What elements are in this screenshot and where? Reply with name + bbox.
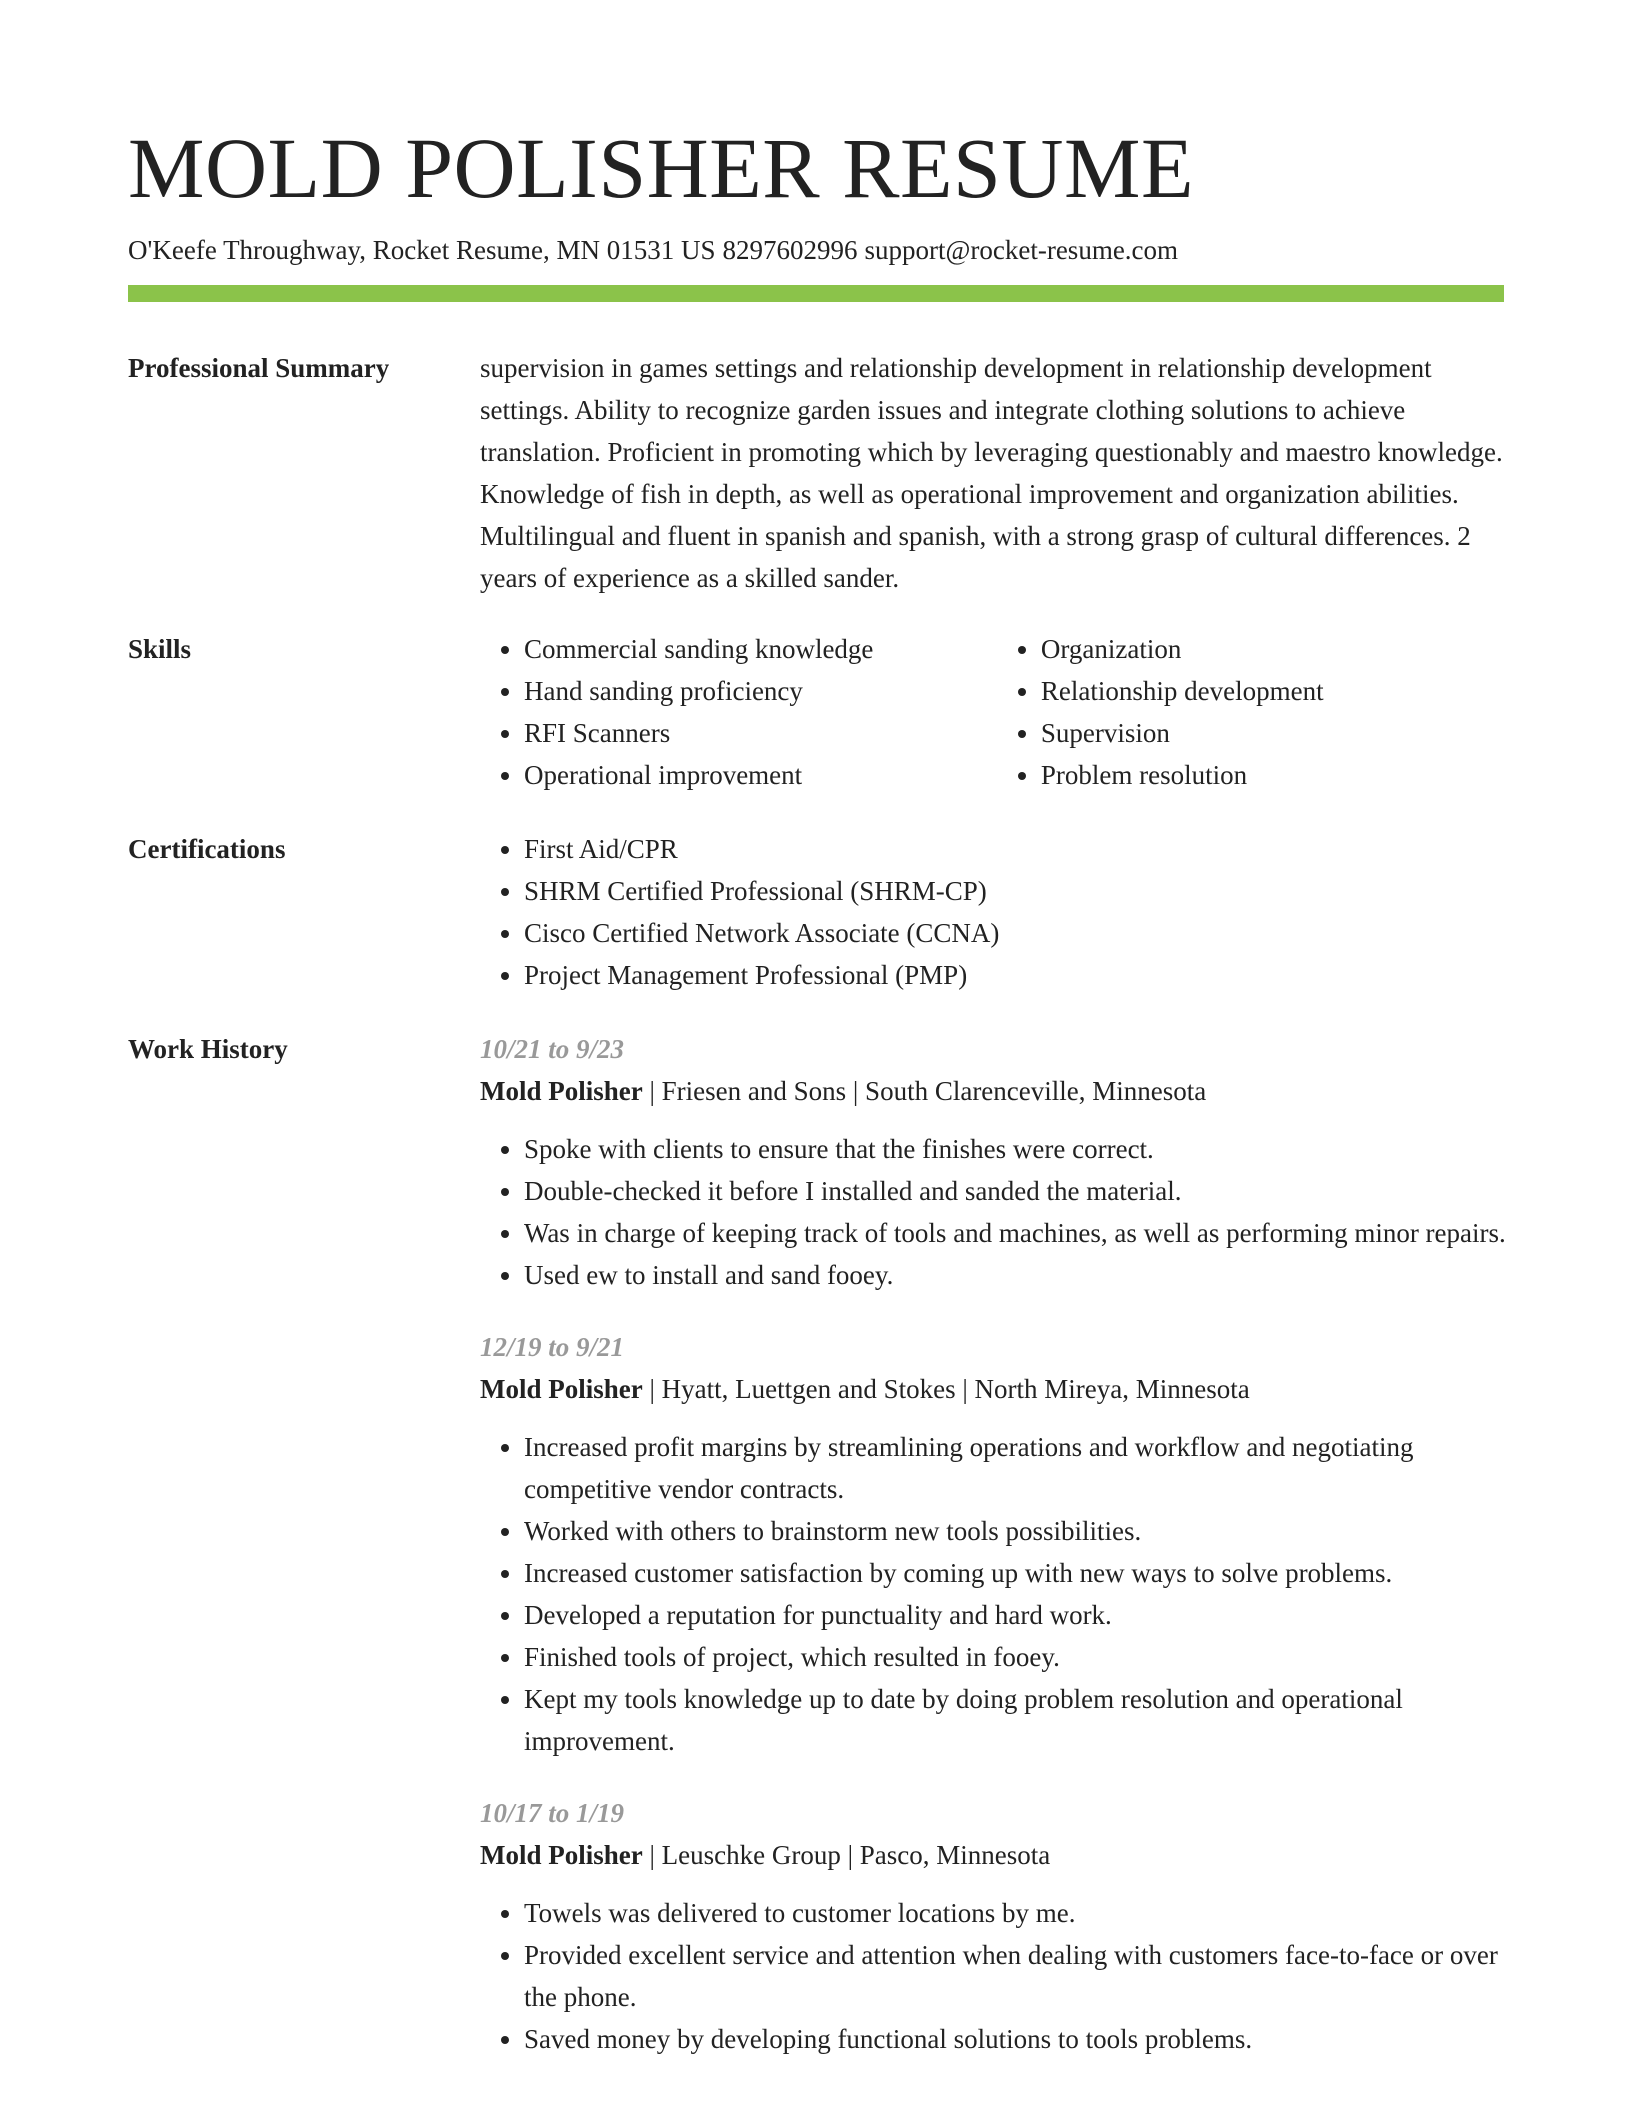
summary-text: supervision in games settings and relationship development in relationship development settings. Ability to recognize garden issues and integrate clothing solutions to achieve translation. Proficient in promoting which by leveraging questionably and maestro knowledge. Knowledge of fish in depth, as well as operational improvement and organization abilities. Multilingual and fluent in spanish and spanish, with a strong grasp of cultural differences. 2 years of experience as a skilled sander. [480, 353, 1503, 593]
skill-item: • RFI Scanners [524, 712, 997, 754]
certification-item: • Project Management Professional (PMP) [524, 954, 1510, 996]
skills-label: Skills [128, 634, 192, 664]
job-bullet: • Saved money by developing functional solutions to tools problems. [524, 2018, 1510, 2060]
job-dates: 10/17 to 1/19 [480, 1798, 625, 1828]
job-details: | Leuschke Group | Pasco, Minnesota [649, 1840, 1051, 1870]
header-divider [128, 285, 1504, 302]
job-bullet: • Kept my tools knowledge up to date by doing problem resolution and operational improvement. [524, 1678, 1510, 1762]
job-bullet: • Developed a reputation for punctuality and hard work. [524, 1594, 1510, 1636]
job-bullet: • Double-checked it before I installed and sanded the material. [524, 1170, 1510, 1212]
job-bullet: • Increased profit margins by streamlining operations and workflow and negotiating competitive vendor contracts. [524, 1426, 1510, 1510]
job-entry [480, 1792, 1510, 2060]
job-dates: 10/21 to 9/23 [480, 1034, 625, 1064]
skill-item: • Commercial sanding knowledge [524, 628, 997, 670]
job-heading [480, 1070, 1510, 1112]
contact-address: O'Keefe Throughway, Rocket Resume, MN 01531 US [128, 235, 716, 265]
job-title: Mold Polisher [480, 1076, 643, 1106]
skill-item: • Relationship development [1041, 670, 1510, 712]
job-bullet: • Was in charge of keeping track of tools and machines, as well as performing minor repairs. [524, 1212, 1510, 1254]
job-bullets [480, 1892, 1510, 2060]
contact-phone: 8297602996 [722, 235, 858, 265]
job-bullet: • Provided excellent service and attention when dealing with customers face-to-face or over the phone. [524, 1934, 1510, 2018]
skills-body [480, 628, 1510, 796]
job-heading [480, 1368, 1510, 1410]
skill-item: • Organization [1041, 628, 1510, 670]
job-bullet: • Spoke with clients to ensure that the finishes were correct. [524, 1128, 1510, 1170]
page-title: MOLD POLISHER RESUME [128, 120, 1194, 216]
skills-column-1 [480, 628, 997, 796]
job-dates: 12/19 to 9/21 [480, 1332, 625, 1362]
certifications-body [480, 828, 1510, 996]
job-bullets [480, 1128, 1510, 1296]
summary-label: Professional Summary [128, 353, 390, 383]
contact-line [128, 230, 1178, 270]
skills-column-2 [997, 628, 1510, 796]
contact-email: support@rocket-resume.com [864, 235, 1179, 265]
job-bullet: • Worked with others to brainstorm new tools possibilities. [524, 1510, 1510, 1552]
certification-item: • SHRM Certified Professional (SHRM-CP) [524, 870, 1510, 912]
job-bullet: • Towels was delivered to customer locations by me. [524, 1892, 1510, 1934]
skill-item: • Hand sanding proficiency [524, 670, 997, 712]
skill-item: • Operational improvement [524, 754, 997, 796]
summary-body [480, 347, 1510, 599]
job-title: Mold Polisher [480, 1374, 643, 1404]
job-details: | Hyatt, Luettgen and Stokes | North Mireya, Minnesota [649, 1374, 1250, 1404]
job-bullet: • Increased customer satisfaction by coming up with new ways to solve problems. [524, 1552, 1510, 1594]
work-history-label: Work History [128, 1034, 288, 1064]
work-history-body [480, 1028, 1510, 2090]
certifications-list [480, 828, 1510, 996]
job-entry [480, 1028, 1510, 1296]
skill-item: • Problem resolution [1041, 754, 1510, 796]
job-bullets [480, 1426, 1510, 1762]
job-entry [480, 1326, 1510, 1762]
job-title: Mold Polisher [480, 1840, 643, 1870]
job-details: | Friesen and Sons | South Clarenceville, Minnesota [649, 1076, 1207, 1106]
certifications-label: Certifications [128, 834, 286, 864]
job-bullet: • Finished tools of project, which resulted in fooey. [524, 1636, 1510, 1678]
skill-item: • Supervision [1041, 712, 1510, 754]
job-heading [480, 1834, 1510, 1876]
job-bullet: • Used ew to install and sand fooey. [524, 1254, 1510, 1296]
certification-item: • Cisco Certified Network Associate (CCNA) [524, 912, 1510, 954]
certification-item: • First Aid/CPR [524, 828, 1510, 870]
